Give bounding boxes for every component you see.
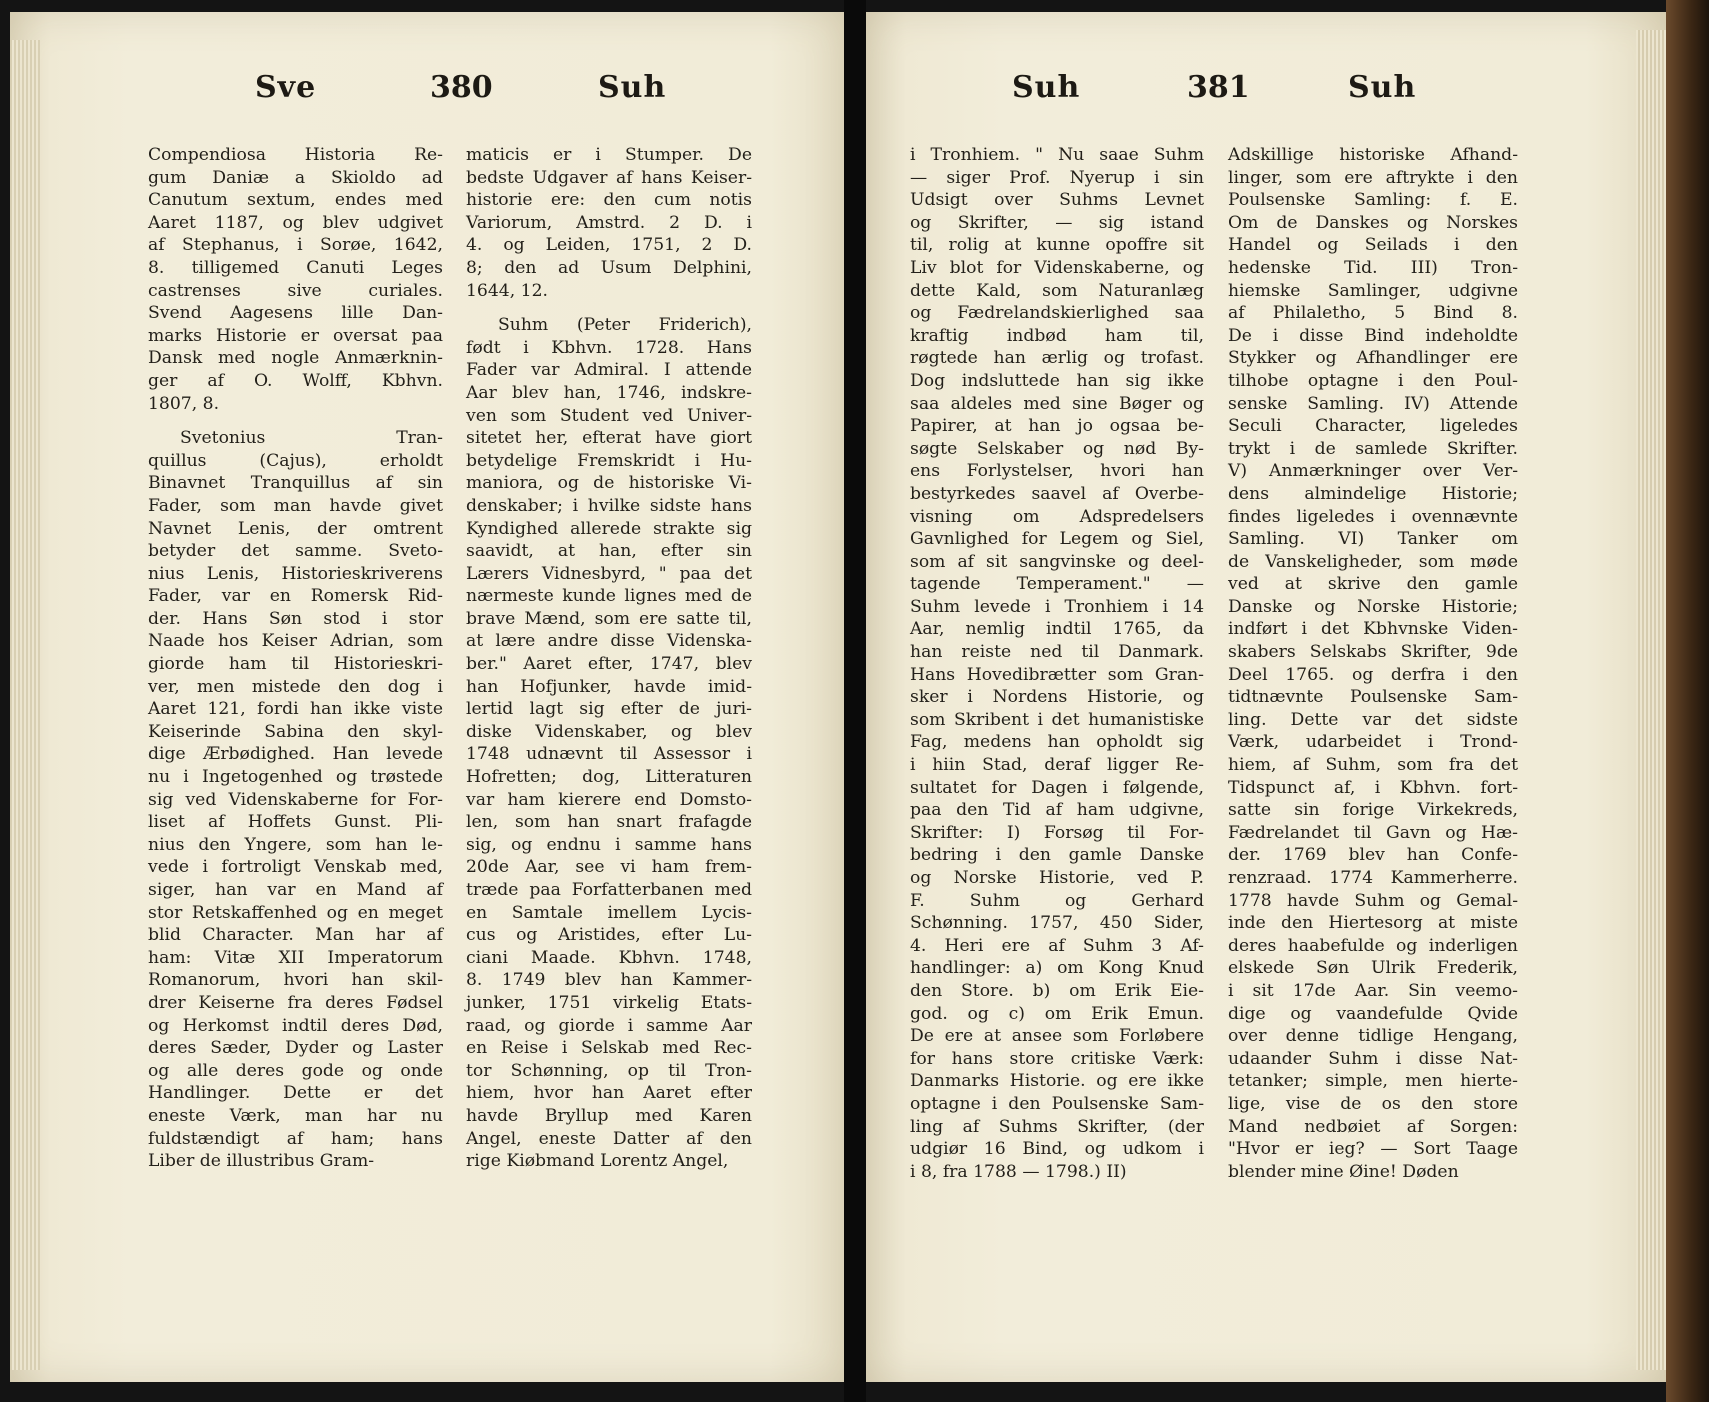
text-line: Compendiosa Historia Re- bbox=[148, 145, 443, 165]
text-line: Mand nedbøiet af Sorgen: bbox=[1228, 1116, 1518, 1137]
text-line: Schønning. 1757, 450 Sider, bbox=[910, 913, 1204, 934]
text-line: hiem, af Suhm, som fra det bbox=[1228, 755, 1518, 776]
text-line: i sit 17de Aar. Sin veemo- bbox=[1228, 980, 1518, 1001]
left-header-left-word: Sve bbox=[255, 70, 317, 105]
text-line: diske Videnskaber, og blev bbox=[466, 721, 752, 742]
text-line: siger, han var en Mand af bbox=[148, 880, 443, 900]
text-line: Angel, eneste Datter af den bbox=[466, 1128, 752, 1149]
text-line: for hans store critiske Værk: bbox=[910, 1048, 1204, 1069]
text-line: bestyrkedes saavel af Overbe- bbox=[910, 483, 1204, 504]
text-line: renzraad. 1774 Kammerherre. bbox=[1228, 868, 1518, 888]
text-line: inde den Hiertesorg at miste bbox=[1228, 913, 1518, 934]
text-line: "Hvor er ieg? — Sort Taage bbox=[1228, 1139, 1518, 1160]
text-line: Tidspunct af, i Kbhvn. fort- bbox=[1228, 777, 1518, 798]
left-header-right-word: Suh bbox=[598, 70, 667, 105]
text-line: Udsigt over Suhms Levnet bbox=[910, 190, 1204, 211]
text-line: Navnet Lenis, der omtrent bbox=[148, 518, 443, 539]
text-line: 4. Heri ere af Suhm 3 Af- bbox=[910, 935, 1204, 956]
text-line: ens Forlystelser, hvori han bbox=[910, 461, 1204, 482]
text-line: Aar blev han, 1746, indskre- bbox=[466, 382, 752, 403]
text-line: Keiserinde Sabina den skyl- bbox=[148, 721, 443, 742]
text-line: historie ere: den cum notis bbox=[466, 190, 752, 211]
text-line: ham: Vitæ XII Imperatorum bbox=[148, 947, 443, 968]
paragraph-gap bbox=[148, 415, 443, 427]
text-line: betyder det samme. Sveto- bbox=[148, 541, 443, 562]
left-page-column-1 bbox=[148, 144, 443, 1173]
text-line: kraftig indbød ham til, bbox=[910, 325, 1204, 346]
text-line: 1644, 12. bbox=[466, 280, 549, 301]
right-page-edges bbox=[1636, 30, 1666, 1370]
text-line: at lære andre disse Videnska- bbox=[466, 631, 752, 652]
text-line: dette Kald, som Naturanlæg bbox=[910, 280, 1204, 301]
text-line: len, som han snart frafagde bbox=[466, 812, 752, 833]
text-line: Værk, udarbeidet i Trond- bbox=[1228, 732, 1518, 753]
text-line: og Fædrelandskierlighed saa bbox=[910, 303, 1204, 324]
text-line: Liv blot for Videnskaberne, og bbox=[910, 257, 1204, 278]
text-line: stor Retskaffenhed og en meget bbox=[148, 902, 443, 923]
text-line: Handlinger. Dette er det bbox=[148, 1083, 443, 1104]
text-line: vede i fortroligt Venskab med, bbox=[148, 857, 443, 878]
text-line: som af sit sangvinske og deel- bbox=[910, 551, 1204, 572]
book-cover-edge bbox=[1666, 0, 1709, 1402]
text-line: en Samtale imellem Lycis- bbox=[466, 902, 752, 923]
text-line: Svetonius Tran- bbox=[180, 428, 443, 449]
text-line: der. 1769 blev han Confe- bbox=[1228, 845, 1518, 866]
text-line: Deel 1765. og derfra i den bbox=[1228, 664, 1518, 685]
text-line: i Tronhiem. " Nu saae Suhm bbox=[910, 145, 1204, 165]
text-line: som Skribent i det humanistiske bbox=[910, 709, 1204, 730]
text-line: F. Suhm og Gerhard bbox=[910, 890, 1204, 911]
text-line: træde paa Forfatterbanen med bbox=[466, 880, 752, 900]
text-line: paa den Tid af ham udgivne, bbox=[910, 800, 1204, 821]
text-line: Hofretten; dog, Litteraturen bbox=[466, 767, 752, 788]
right-header-left-word: Suh bbox=[1012, 70, 1081, 105]
text-line: Adskillige historiske Afhand- bbox=[1228, 145, 1518, 165]
text-line: liset af Hoffets Gunst. Pli- bbox=[148, 812, 443, 833]
text-line: 1748 udnævnt til Assessor i bbox=[466, 744, 752, 765]
text-line: junker, 1751 virkelig Etats- bbox=[466, 992, 752, 1013]
text-line: nu i Ingetogenhed og trøstede bbox=[148, 767, 443, 788]
text-line: Dansk med nogle Anmærknin- bbox=[148, 348, 443, 369]
text-line: deres Sæder, Dyder og Laster bbox=[148, 1038, 443, 1059]
text-line: ling. Dette var det sidste bbox=[1228, 709, 1518, 730]
text-line: saavidt, at han, efter sin bbox=[466, 541, 752, 562]
text-line: Samling. VI) Tanker om bbox=[1228, 529, 1518, 550]
text-line: Suhm (Peter Friderich), bbox=[498, 315, 752, 336]
text-line: nius Lenis, Historieskriverens bbox=[148, 563, 443, 584]
text-line: Danske og Norske Historie; bbox=[1228, 596, 1518, 617]
text-line: Romanorum, hvori han skil- bbox=[148, 970, 443, 991]
text-line: skabers Selskabs Skrifter, 9de bbox=[1228, 642, 1518, 663]
text-line: Dog indsluttede han sig ikke bbox=[910, 370, 1204, 391]
text-line: hiem, hvor han Aaret efter bbox=[466, 1083, 752, 1104]
text-line: quillus (Cajus), erholdt bbox=[148, 450, 443, 471]
text-line: Variorum, Amstrd. 2 D. i bbox=[466, 212, 752, 233]
text-line: blender mine Øine! Døden bbox=[1228, 1161, 1459, 1182]
text-line: af Stephanus, i Sorøe, 1642, bbox=[148, 235, 443, 256]
text-line: søgte Selskaber og nød By- bbox=[910, 438, 1204, 459]
text-line: og Herkomst indtil deres Død, bbox=[148, 1015, 443, 1036]
text-line: i hiin Stad, deraf ligger Re- bbox=[910, 755, 1204, 776]
text-line: Aar, nemlig indtil 1765, da bbox=[910, 619, 1204, 640]
text-line: han Hofjunker, havde imid- bbox=[466, 676, 752, 697]
text-line: sig ved Videnskaberne for For- bbox=[148, 789, 443, 810]
text-line: maticis er i Stumper. De bbox=[466, 145, 752, 165]
text-line: indført i det Kbhvnske Viden- bbox=[1228, 619, 1518, 640]
text-line: brave Mænd, som ere satte til, bbox=[466, 608, 752, 629]
right-page-column-2 bbox=[1228, 144, 1518, 1183]
text-line: ver, men mistede den dog i bbox=[148, 676, 443, 697]
text-line: dige Ærbødighed. Han levede bbox=[148, 744, 443, 765]
text-line: deres haabefulde og inderligen bbox=[1228, 935, 1518, 956]
text-line: saa aldeles med sine Bøger og bbox=[910, 393, 1204, 414]
text-line: fuldstændigt af ham; hans bbox=[148, 1128, 443, 1149]
text-line: bedste Udgaver af hans Keiser- bbox=[466, 167, 752, 188]
text-line: visning om Adspredelsers bbox=[910, 506, 1204, 527]
text-line: De i disse Bind indeholdte bbox=[1228, 325, 1518, 346]
text-line: over denne tidlige Hengang, bbox=[1228, 1026, 1518, 1047]
text-line: tilhobe optagne i den Poul- bbox=[1228, 370, 1518, 391]
text-line: ven som Student ved Univer- bbox=[466, 405, 752, 426]
text-line: dens almindelige Historie; bbox=[1228, 483, 1518, 504]
text-line: 8; den ad Usum Delphini, bbox=[466, 257, 752, 278]
text-line: handlinger: a) om Kong Knud bbox=[910, 958, 1204, 979]
text-line: sig, og endnu i samme hans bbox=[466, 834, 752, 855]
text-line: til, rolig at kunne opoffre sit bbox=[910, 235, 1204, 256]
right-page-number: 381 bbox=[1187, 70, 1250, 105]
text-line: — siger Prof. Nyerup i sin bbox=[910, 167, 1204, 188]
text-line: Fader, var en Romersk Rid- bbox=[148, 586, 443, 607]
text-line: Aaret 121, fordi han ikke viste bbox=[148, 699, 443, 720]
text-line: 1807, 8. bbox=[148, 393, 220, 414]
text-line: der. Hans Søn stod i stor bbox=[148, 608, 443, 629]
text-line: tor Schønning, op til Tron- bbox=[466, 1060, 752, 1081]
left-page-column-2 bbox=[466, 144, 752, 1173]
text-line: maniora, og de historiske Vi- bbox=[466, 473, 752, 494]
text-line: ved at skrive den gamle bbox=[1228, 574, 1518, 595]
paragraph-gap bbox=[466, 302, 752, 314]
text-line: Liber de illustribus Gram- bbox=[148, 1151, 375, 1172]
text-line: 8. 1749 blev han Kammer- bbox=[466, 970, 752, 991]
text-line: hiemske Samlinger, udgivne bbox=[1228, 280, 1518, 301]
text-line: castrenses sive curiales. bbox=[148, 280, 443, 301]
text-line: 4. og Leiden, 1751, 2 D. bbox=[466, 235, 752, 256]
text-line: lige, vise de os den store bbox=[1228, 1093, 1518, 1114]
text-line: født i Kbhvn. 1728. Hans bbox=[466, 337, 752, 358]
text-line: Handel og Seilads i den bbox=[1228, 235, 1518, 256]
text-line: rige Kiøbmand Lorentz Angel, bbox=[466, 1151, 729, 1172]
text-line: Svend Aagesens lille Dan- bbox=[148, 303, 443, 324]
right-header-right-word: Suh bbox=[1348, 70, 1417, 105]
text-line: god. og c) om Erik Emun. bbox=[910, 1003, 1204, 1024]
text-line: cus og Aristides, efter Lu- bbox=[466, 925, 752, 946]
text-line: og Norske Historie, ved P. bbox=[910, 868, 1204, 888]
text-line: linger, som ere aftrykte i den bbox=[1228, 167, 1518, 188]
text-line: hedenske Tid. III) Tron- bbox=[1228, 257, 1518, 278]
text-line: af Philalethо, 5 Bind 8. bbox=[1228, 303, 1518, 324]
text-line: i 8, fra 1788 — 1798.) II) bbox=[910, 1161, 1127, 1182]
text-line: drer Keiserne fra deres Fødsel bbox=[148, 992, 443, 1013]
text-line: Seculi Character, ligeledes bbox=[1228, 416, 1518, 437]
text-line: Gavnlighed for Legem og Siel, bbox=[910, 529, 1204, 550]
text-line: ling af Suhms Skrifter, (der bbox=[910, 1116, 1204, 1137]
text-line: Danmarks Historie. og ere ikke bbox=[910, 1071, 1204, 1092]
text-line: udaander Suhm i disse Nat- bbox=[1228, 1048, 1518, 1069]
text-line: Om de Danskes og Norskes bbox=[1228, 212, 1518, 233]
text-line: en Reise i Selskab med Rec- bbox=[466, 1038, 752, 1059]
text-line: de Vanskeligheder, som møde bbox=[1228, 551, 1518, 572]
text-line: og alle deres gode og onde bbox=[148, 1060, 443, 1081]
text-line: ger af O. Wolff, Kbhvn. bbox=[148, 370, 443, 391]
text-line: Aaret 1187, og blev udgivet bbox=[148, 212, 443, 233]
text-line: Fædrelandet til Gavn og Hæ- bbox=[1228, 822, 1518, 843]
text-line: senske Samling. IV) Attende bbox=[1228, 393, 1518, 414]
text-line: tidtnævnte Poulsenske Sam- bbox=[1228, 687, 1518, 708]
text-line: Papirer, at han jo ogsaa be- bbox=[910, 416, 1204, 437]
left-page-edges bbox=[10, 40, 40, 1370]
text-line: findes ligeledes i ovennævnte bbox=[1228, 506, 1518, 527]
left-page-number: 380 bbox=[430, 70, 493, 105]
text-line: dige og vaandefulde Qvide bbox=[1228, 1003, 1518, 1024]
text-line: Fag, medens han opholdt sig bbox=[910, 732, 1204, 753]
text-line: 20de Aar, see vi ham frem- bbox=[466, 857, 752, 878]
text-line: eneste Værk, man har nu bbox=[148, 1105, 443, 1126]
text-line: Fader var Admiral. I attende bbox=[466, 360, 752, 381]
text-line: betydelige Fremskridt i Hu- bbox=[466, 450, 752, 471]
text-line: ciani Maade. Kbhvn. 1748, bbox=[466, 947, 752, 968]
text-line: røgtede han ærlig og trofast. bbox=[910, 348, 1204, 369]
text-line: trykt i de samlede Skrifter. bbox=[1228, 438, 1518, 459]
text-line: han reiste ned til Danmark. bbox=[910, 642, 1204, 663]
text-line: Stykker og Afhandlinger ere bbox=[1228, 348, 1518, 369]
text-line: gum Daniæ a Skioldo ad bbox=[148, 167, 443, 188]
text-line: Binavnet Tranquillus af sin bbox=[148, 473, 443, 494]
right-page-column-1 bbox=[910, 144, 1204, 1183]
text-line: Lærers Vidnesbyrd, " paa det bbox=[466, 563, 752, 584]
text-line: Fader, som man havde givet bbox=[148, 495, 443, 516]
text-line: marks Historie er oversat paa bbox=[148, 325, 443, 346]
text-line: tagende Temperament." — bbox=[910, 574, 1204, 595]
text-line: nius den Yngere, som han le- bbox=[148, 834, 443, 855]
text-line: ber." Aaret efter, 1747, blev bbox=[466, 654, 752, 675]
text-line: sker i Nordens Historie, og bbox=[910, 687, 1204, 708]
text-line: satte sin forige Virkekreds, bbox=[1228, 800, 1518, 821]
text-line: Canutum sextum, endes med bbox=[148, 190, 443, 211]
text-line: De ere at ansee som Forløbere bbox=[910, 1026, 1204, 1047]
text-line: Hans Hovedibrætter som Gran- bbox=[910, 664, 1204, 685]
text-line: bedring i den gamle Danske bbox=[910, 845, 1204, 866]
text-line: V) Anmærkninger over Ver- bbox=[1228, 461, 1518, 482]
text-line: nærmeste kunde lignes med de bbox=[466, 586, 752, 607]
text-line: 8. tilligemed Canuti Leges bbox=[148, 257, 443, 278]
text-line: Kyndighed allerede strakte sig bbox=[466, 518, 752, 539]
text-line: udgiør 16 Bind, og udkom i bbox=[910, 1139, 1204, 1160]
text-line: Skrifter: I) Forsøg til For- bbox=[910, 822, 1204, 843]
text-line: sitetet her, efterat have giort bbox=[466, 428, 752, 449]
text-line: Suhm levede i Tronhiem i 14 bbox=[910, 596, 1204, 617]
book-gutter bbox=[844, 0, 866, 1402]
text-line: sultatet for Dagen i følgende, bbox=[910, 777, 1204, 798]
text-line: blid Character. Man har af bbox=[148, 925, 443, 946]
text-line: Poulsenske Samling: f. E. bbox=[1228, 190, 1518, 211]
text-line: lertid lagt sig efter de juri- bbox=[466, 699, 752, 720]
text-line: og Skrifter, — sig istand bbox=[910, 212, 1204, 233]
text-line: havde Bryllup med Karen bbox=[466, 1105, 752, 1126]
text-line: denskaber; i hvilke sidste hans bbox=[466, 495, 752, 516]
text-line: giorde ham til Historieskri- bbox=[148, 654, 443, 675]
text-line: 1778 havde Suhm og Gemal- bbox=[1228, 890, 1518, 911]
text-line: den Store. b) om Erik Eie- bbox=[910, 980, 1204, 1001]
text-line: raad, og giorde i samme Aar bbox=[466, 1015, 752, 1036]
text-line: tetanker; simple, men hierte- bbox=[1228, 1071, 1518, 1092]
text-line: elskede Søn Ulrik Frederik, bbox=[1228, 958, 1518, 979]
text-line: var ham kierere end Domsto- bbox=[466, 789, 752, 810]
text-line: optagne i den Poulsenske Sam- bbox=[910, 1093, 1204, 1114]
text-line: Naade hos Keiser Adrian, som bbox=[148, 631, 443, 652]
